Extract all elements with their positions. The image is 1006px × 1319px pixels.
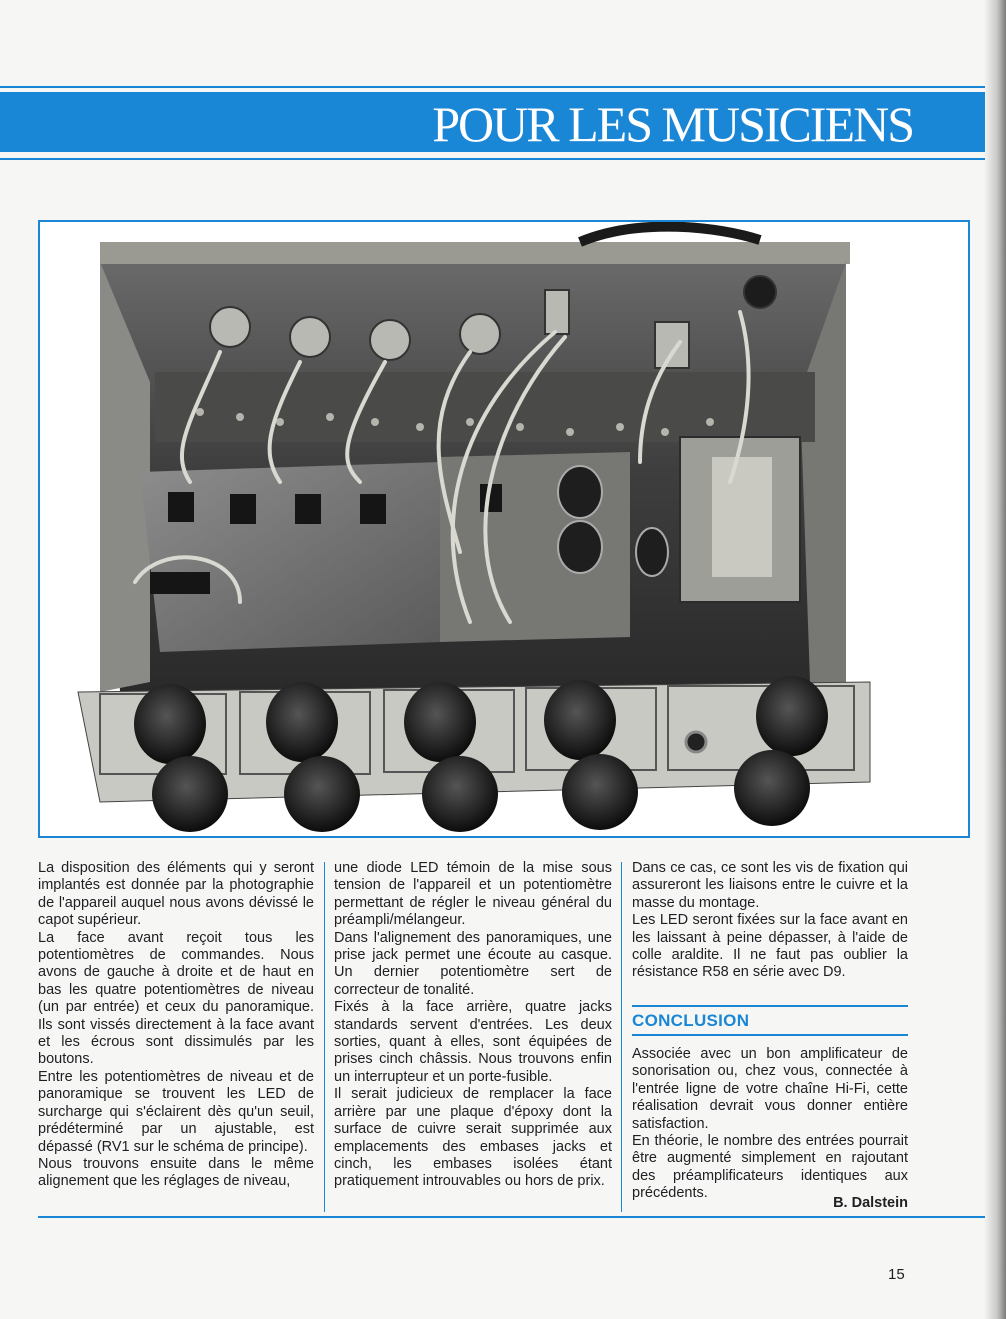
column-divider	[324, 862, 325, 1212]
paragraph: La face avant reçoit tous les potentiomètres de commandes. Nous avons de gauche à droite et de haut en bas les quatre potentiomètres de niveau (un par entrée) et ceux du panoramique. Ils sont vissés directement à la face avant et les écrous sont dissimulés par les boutons.	[38, 929, 314, 1068]
paragraph: Les LED seront fixées sur la face avant en les laissant à peine dépasser, à l'aide de colle araldite. Il ne faut pas oublier la résistance R58 en série avec D9.	[632, 912, 908, 981]
paragraph: Dans ce cas, ce sont les vis de fixation qui assureront les liaisons entre le cuivre et la masse du montage.	[632, 860, 908, 911]
header-banner	[0, 92, 985, 152]
header-bottom-rule	[0, 158, 985, 160]
section-rule	[632, 1005, 908, 1007]
page-title: POUR LES MUSICIENS	[432, 96, 913, 152]
conclusion-heading: CONCLUSION	[632, 1011, 750, 1030]
paragraph: Nous trouvons ensuite dans le même alignement que les réglages de niveau,	[38, 1155, 314, 1190]
column-divider	[621, 862, 622, 1212]
paragraph: une diode LED témoin de la mise sous tension de l'appareil et un potentiomètre permettant de régler le niveau général du préampli/mélangeur.	[334, 860, 612, 929]
paragraph: En théorie, le nombre des entrées pourrait être augmenté simplement en rajoutant des préamplificateurs identiques aux précédents.	[632, 1133, 908, 1202]
section-rule	[632, 1034, 908, 1036]
paragraph: Fixés à la face arrière, quatre jacks standards servent d'entrées. Les deux sorties, quant à elles, sont équipées de prises cinch châssis. Nous trouvons enfin un interrupteur et un porte-fusible.	[334, 999, 612, 1085]
page-edge-shadow	[984, 0, 1006, 1319]
footer-rule	[38, 1216, 985, 1218]
text-column-3	[632, 860, 908, 982]
author-signature: B. Dalstein	[833, 1195, 908, 1211]
conclusion-text	[632, 1046, 908, 1203]
text-column-1	[38, 860, 314, 1191]
paragraph: Il serait judicieux de remplacer la face arrière par une plaque d'époxy dont la surface de cuivre serait supprimée aux emplacements des embases jacks et cinch, les embases isolées étant pratiquement introuvables ou hors de prix.	[334, 1086, 612, 1190]
page-number: 15	[888, 1266, 905, 1283]
text-column-2	[334, 860, 612, 1191]
paragraph: Entre les potentiomètres de niveau et de panoramique se trouvent les LED de surcharge qui s'éclairent dès qu'un seuil, prédéterminé par un ajustable, est dépassé (RV1 sur le schéma de principe).	[38, 1068, 314, 1155]
paragraph: La disposition des éléments qui y seront implantés est donnée par la photographie de l'appareil auquel nous avons dévissé le capot supérieur.	[38, 860, 314, 929]
header-top-rule	[0, 86, 985, 88]
paragraph: Dans l'alignement des panoramiques, une prise jack permet une écoute au casque. Un dernier potentiomètre sert de correcteur de tonalité.	[334, 929, 612, 998]
paragraph: Associée avec un bon amplificateur de sonorisation ou, chez vous, connectée à l'entrée ligne de votre chaîne Hi-Fi, cette réalisation devrait vous donner entière satisfaction.	[632, 1046, 908, 1132]
device-photograph	[38, 220, 970, 838]
